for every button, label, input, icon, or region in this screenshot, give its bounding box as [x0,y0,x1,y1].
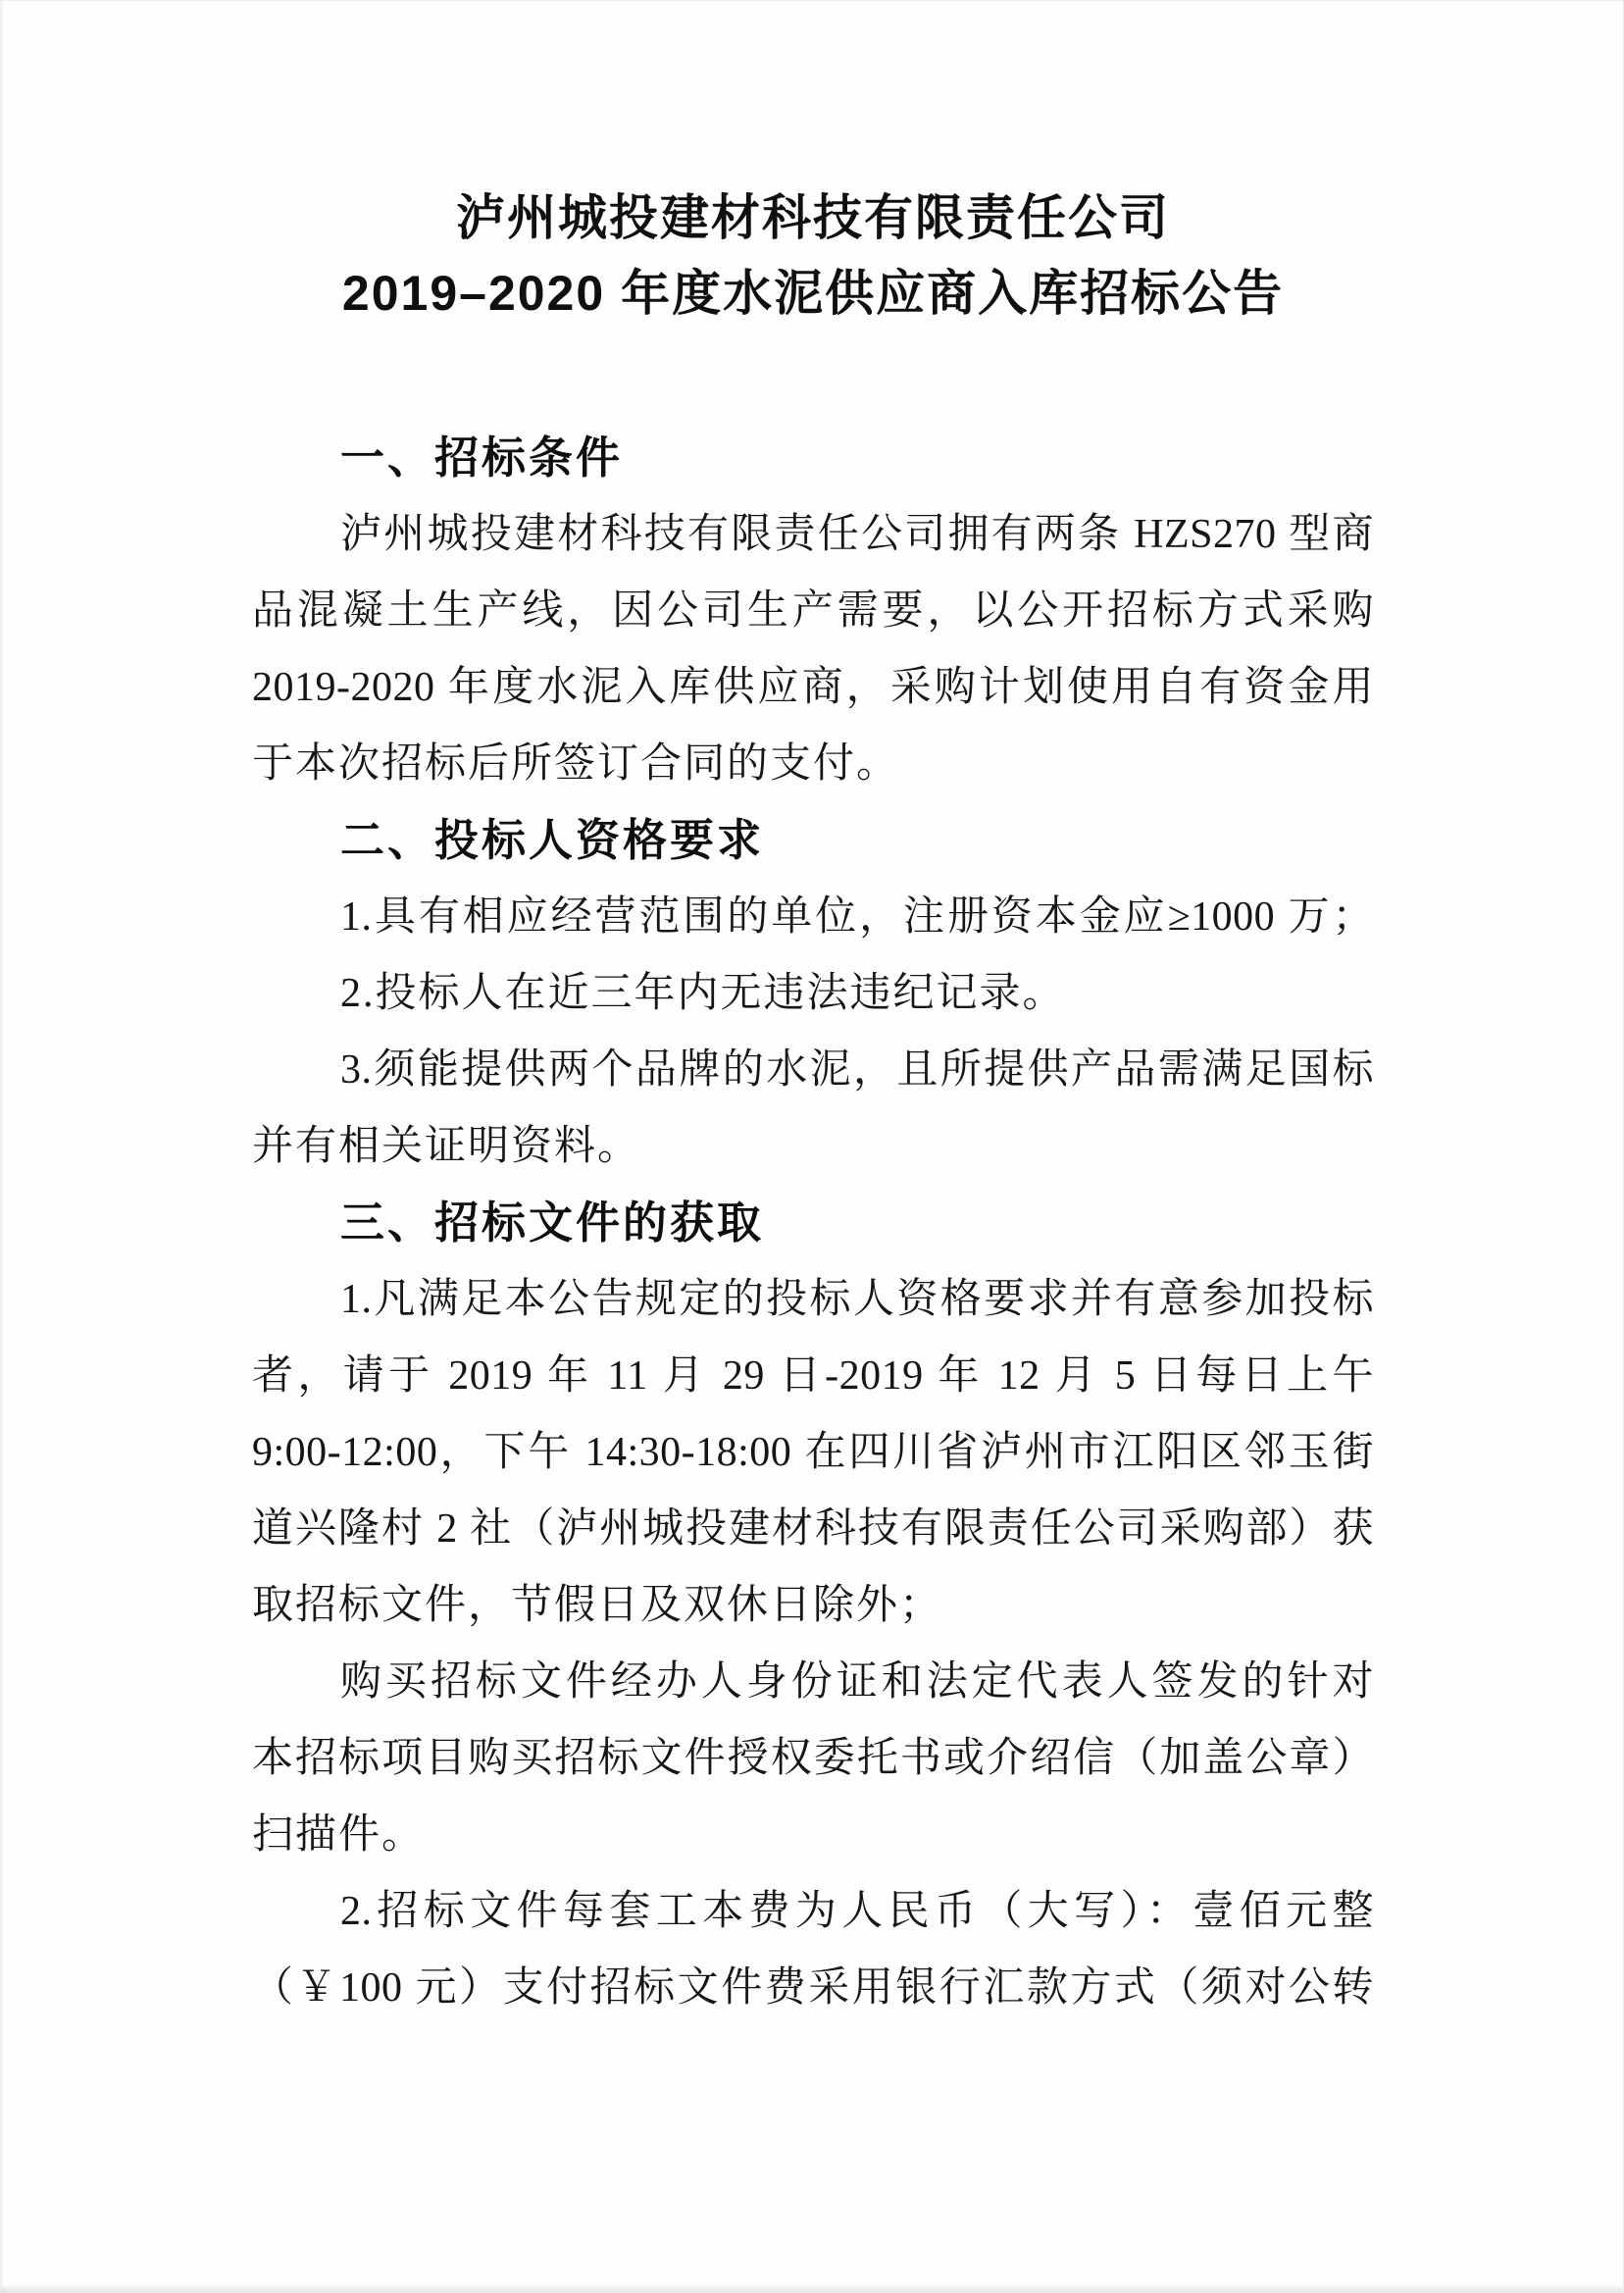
title-gap [252,331,1374,420]
paragraph-line: 于本次招标后所签订合同的支付。 [252,741,900,787]
section-1-heading: 一、招标条件 [340,433,624,483]
paragraph-line: 者，请于 2019 年 11 月 29 日-2019 年 12 月 5 日每日上午 [252,1353,1374,1399]
list-item-line: 3.须能提供两个品牌的水泥，且所提供产品需满足国标 [340,1047,1374,1093]
paragraph-line: 取招标文件，节假日及双休日除外； [252,1583,943,1628]
paragraph-line: 本招标项目购买招标文件授权委托书或介绍信（加盖公章） [252,1736,1374,1781]
paragraph-line: 扫描件。 [252,1812,426,1858]
list-item-line: 1.具有相应经营范围的单位，注册资本金应≥1000 万； [340,894,1374,940]
list-item-line: 2.投标人在近三年内无违法违纪记录。 [340,971,1066,1016]
paragraph-line: 品混凝土生产线，因公司生产需要，以公开招标方式采购 [252,588,1374,634]
doc-title-line-1: 泸州城投建材科技有限责任公司 [456,190,1170,245]
paragraph-line: 道兴隆村 2 社（泸州城投建材科技有限责任公司采购部）获 [252,1506,1374,1552]
section-2-heading: 二、投标人资格要求 [340,815,765,865]
paragraph-line: 2.招标文件每套工本费为人民币（大写）：壹佰元整 [340,1889,1374,1934]
paragraph-line: 泸州城投建材科技有限责任公司拥有两条 HZS270 型商 [340,512,1374,557]
list-item-line: 并有相关证明资料。 [252,1124,641,1169]
paragraph-line: （￥100 元）支付招标文件费采用银行汇款方式（须对公转 [252,1965,1374,2011]
paragraph-line: 2019-2020 年度水泥入库供应商，采购计划使用自有资金用 [252,665,1374,710]
section-3-heading: 三、招标文件的获取 [340,1197,765,1248]
paragraph-line: 购买招标文件经办人身份证和法定代表人签发的针对 [340,1659,1374,1705]
doc-title-line-2: 2019–2020 年度水泥供应商入库招标公告 [341,266,1285,321]
scan-edge [1,2284,1623,2292]
paragraph-line: 1.凡满足本公告规定的投标人资格要求并有意参加投标 [340,1277,1374,1322]
paragraph-line: 9:00-12:00，下午 14:30-18:00 在四川省泸州市江阳区邻玉街 [252,1430,1374,1475]
page-content [252,180,1374,2026]
scan-edge [1,1,5,2292]
